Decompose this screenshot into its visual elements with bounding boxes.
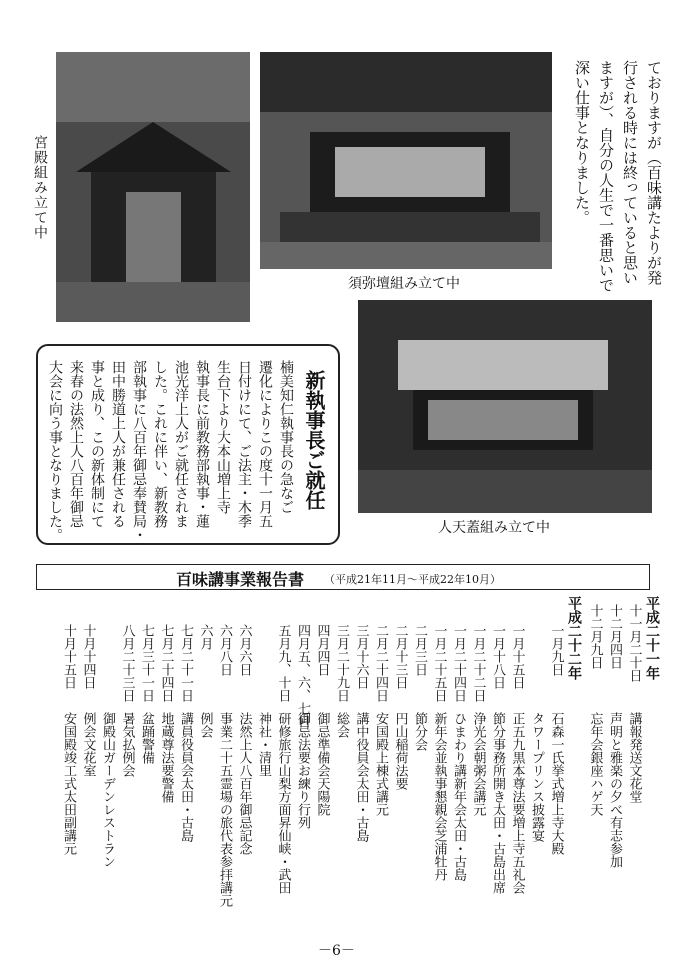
schedule-event: 安国殿竣工式太田副講元 [61,712,76,855]
schedule-date: 二月三日 [412,624,427,676]
schedule-date: 一月十八日 [490,624,505,689]
schedule-date: 一月十五日 [509,624,525,689]
schedule-date: 五月九、十日 [275,624,291,702]
schedule-date: 十二月九日 [587,604,603,669]
schedule-event: 浄光会朝粥会講元 [470,712,486,816]
schedule-date: 六月八日 [217,624,232,676]
schedule-event: 講報発送文花堂 [626,712,642,803]
year-label: 平成二十一年 [644,596,660,680]
palace-photo-icon [56,52,250,322]
schedule-event: 御忌準備会天陽院 [314,712,330,816]
schedule-event: 地蔵尊法要警備 [158,712,174,803]
schedule-date: 三月二十九日 [334,624,349,702]
palace-caption: 宮殿組み立て中 [32,135,48,240]
schedule-date: 一月二十五日 [431,624,447,702]
schedule-event: タワープリンス披露宴 [529,712,544,842]
altar-photo [260,52,552,269]
canopy-caption: 人天蓋組み立て中 [438,520,550,536]
schedule-event: 盆踊警備 [139,712,154,764]
schedule-event: 暑気払例会 [119,712,135,777]
schedule-event: ひまわり講新年会太田・古島 [451,712,466,881]
schedule-date: 一月二十四日 [451,624,466,702]
schedule-event: 神社・清里 [256,712,271,777]
schedule-event: 石森一氏挙式増上寺大殿 [548,712,564,855]
altar-caption: 須弥壇組み立て中 [348,276,460,292]
article-title: 新執事長ご就任 [302,370,326,510]
schedule-date: 七月二十一日 [178,624,193,702]
schedule-event: 法然上人八百年御忌記念 [236,712,252,855]
schedule-event: 例会 [197,712,213,738]
report-title: 百味講事業報告書 [176,570,305,589]
canopy-photo [358,300,652,513]
schedule-event: 御殿山ガーデンレストラン [100,712,115,868]
altar-photo-icon [260,52,552,269]
schedule-event: 節分会 [412,712,427,751]
schedule-date: 二月二十四日 [373,624,388,702]
schedule-event: 円山稲荷法要 [392,712,408,790]
schedule-date: 四月四日 [314,624,330,676]
schedule-date: 三月十六日 [353,624,369,689]
schedule-event: 新年会並執事懇親会芝浦牡丹 [431,712,447,881]
schedule-event: 研修旅行山梨方面昇仙峡・武田 [275,712,291,894]
page-number: －6－ [318,943,355,959]
report-period: （平成21年11月～平成22年10月） [324,573,501,586]
schedule-date: 一月九日 [548,624,564,676]
palace-photo [56,52,250,322]
article-body: 楠美知仁執事長の急なご 遷化によりこの度十一月五 日付けにて、ご法主・木季 生台下より大本山増上寺 執事長に前教務部執事・蓮 池光洋上人がご就任されま した。これに伴い、新教務 部執事に八百年御忌奉賛局・ 田中勝道上人が兼任される 事と成り、この新体制にて 来春の法然上人八百年御忌 大会に向う事となりました。 [47,360,294,542]
schedule-date: 十月十四日 [80,624,96,689]
schedule-date: 十二月四日 [607,604,622,669]
schedule-event: 講中役員会太田・古島 [353,712,369,842]
schedule-event: 正五九黒本尊法要増上寺五礼会 [509,712,525,894]
schedule-date: 六月六日 [236,624,252,676]
schedule-event: 総会 [334,712,349,738]
schedule-event: 事業二十五霊場の旅代表参拝講元 [217,712,232,907]
year-label: 平成二十二年 [566,596,582,680]
schedule-event: 例会文花室 [80,712,96,777]
schedule-date: 二月十三日 [392,624,408,689]
schedule-date: 六月 [197,624,213,650]
schedule-date: 四月五、六、七日 [295,624,310,728]
schedule-event: 節分事務所開き太田・古島出席 [490,712,505,894]
schedule-date: 十一月二十日 [626,604,642,682]
schedule-date: 十月十五日 [61,624,76,689]
schedule-event: 忘年会銀座ハゲ天 [587,712,603,816]
schedule-event: 声明と雅楽の夕べ有志参加 [607,712,622,868]
schedule-date: 七月三十一日 [139,624,154,702]
intro-text: ておりますが（百味講たよりが発 行される時には終っていると思い ますが）、自分の人生で一番思いで 深い仕事となりました。 [573,60,663,293]
schedule-date: 八月二十三日 [119,624,135,702]
canopy-photo-icon [358,300,652,513]
schedule-date: 七月二十四日 [158,624,174,702]
schedule-event: 安国殿上棟式講元 [373,712,388,816]
schedule-date: 一月二十二日 [470,624,486,702]
schedule-event: 講員役員会太田・古島 [178,712,193,842]
schedule-event: 御忌法要お練り行列 [295,712,310,829]
